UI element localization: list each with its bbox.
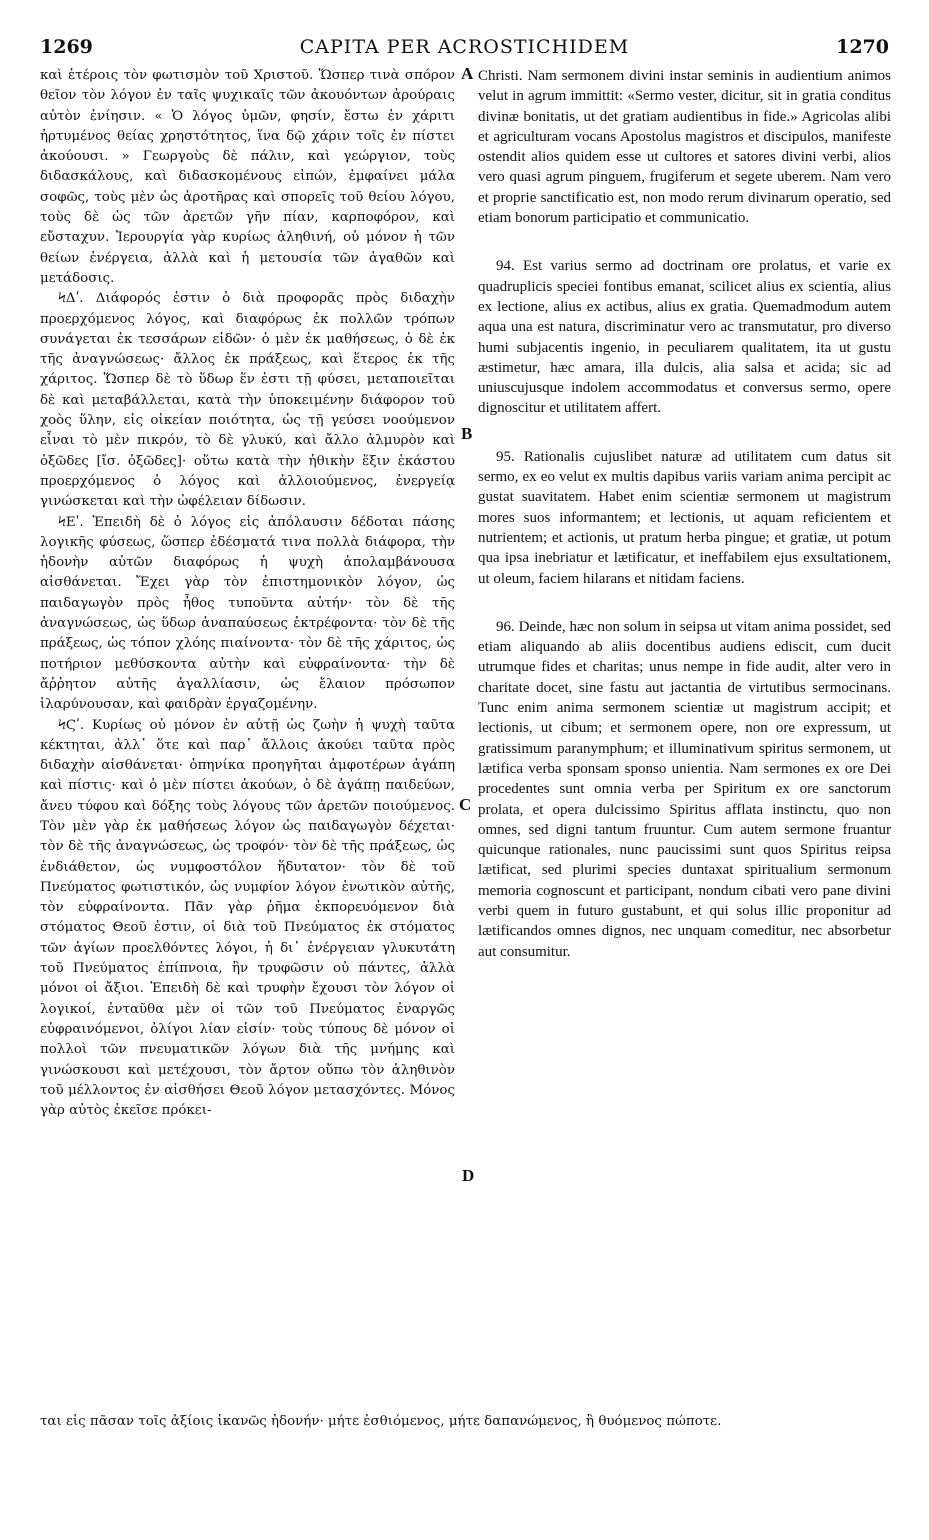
greek-paragraph-1: καὶ ἑτέροις τὸν φωτισμὸν τοῦ Χριστοῦ. Ὥσπερ τινὰ σπόρον θεῖον τὸν λόγον ἐν ταῖς ψυχικαῖς τῶν ἀκουόντων ἀρούραις αὐτὸν ἐνίησιν. « Ὁ λόγος ὑμῶν, φησίν, ἔστω ἐν χάριτι ἠρτυμένος θείας χρηστότητος, ἵνα δῷ χάριν τοῖς ἐν πίστει ἀκούουσι. » Γεωργοὺς δὲ πάλιν, καὶ γεώργιον, τοὺς διδασκάλους, καὶ διδασκομένους εἰπών, ἐμφαίνει μάλα σοφῶς, τοὺς μὲν ὡς ἀροτῆρας καὶ σπορεῖς τοῦ θείου λόγου, τοὺς δὲ ὡς τῶν ἀρετῶν γῆν πίαν, καρποφόρον, καὶ εὔσταχυν. Ἱερουργία γὰρ κυρίως ἀληθινή, οὐ μόνον ἡ τῶν θείων ἐνέργεια, ἀλλὰ καὶ ἡ μετουσία τῶν ἀγαθῶν καὶ μετάδοσις. (40, 68, 455, 286)
latin-paragraph-4: 96. Deinde, hæc non solum in seipsa ut vitam anima possidet, sed etiam aliquando ab aliis docentibus audiens ediscit, cum ducit utrumque fides et charitas; unus nempe in fide audit, alter vero in charitate docet, sine fastu aut jactantia de virtutibus sermocinans. Tunc enim anima sermonem scientiæ ut magistrum accipit; et lectionis, ut cibum; et sermonem opere, non ore expressum, ut gratissimum paranymphum; et illuminativum spiritus sermonem, ut lætifica verba sponsam sponso unientia. Nam sermones ex ore Dei procedentes sunt omnia verba per Spiritum ex ore sanctorum prolata, et opera dulcissimo Spiritus afflata instinctu, quo non omnes, sed digni tantum fruuntur. Cum autem sermone fruantur quicunque rationales, nunc paucissimi sunt quos Spiritus reipsa lætificat, sed plurimi species duntaxat spiritualium sermonum memoria cognoscunt et participant, nondum cibati vero pane divini verbi quem in futuro gustabunt, et qui solus illic proponitur ad lætificandos omnes dignos, nec unquam comeditur, nec absorbetur aut consumitur. (478, 618, 891, 960)
greek-paragraph-4: ϞϚʹ. Κυρίως οὐ μόνον ἐν αὐτῇ ὡς ζωὴν ἡ ψυχὴ ταῦτα κέκτηται, ἀλλ᾿ ὅτε καὶ παρ᾿ ἄλλοις ἀκούει ταῦτα πρὸς διδαχὴν αἰσθάνεται· ὁπηνίκα προηγῆται ἀμφοτέρων ἀγάπη καὶ πίστις· καὶ ὁ μὲν πίστει ἀκούων, ὁ δὲ ἀγάπῃ παιδεύων, ἄνευ τύφου καὶ δόξης τοὺς λόγους τῶν ἀρετῶν ποιούμενος. Τὸν μὲν γὰρ ἐκ μαθήσεως λόγον ὡς παιδαγωγὸν δέχεται· τὸν δὲ τῆς ἀναγνώσεως, ὡς τροφόν· τὸν δὲ τῆς πράξεως, ὡς ἐνδιάθετον, ὡς νυμφοστόλον ἥδυτατον· τὸν δὲ τοῦ Πνεύματος φωτιστικόν, ὡς νυμφίον λόγον ἑνωτικὸν αὐτῆς, τὸν εὐφραίνοντα. Πᾶν γὰρ ῥῆμα ἐκπορευόμενον διὰ στόματος Θεοῦ ἐστιν, οἱ διὰ τοῦ Πνεύματος ἐκ στόματος τῶν ἁγίων προελθόντες λόγοι, ἡ δι᾿ ἐνέργειαν γλυκυτάτη τοῦ Πνεύματος ἐπίπνοια, ἣν τρυφῶσιν οὐ πάντες, ἀλλὰ μόνοι οἱ ἄξιοι. Ἐπειδὴ δὲ καὶ τρυφὴν ἔχουσι τὸν λόγον οἱ λογικοί, ἐνταῦθα μὲν οἱ τῶν τοῦ Πνεύματος ἐναργῶς εὐφραινόμενοι, ὀλίγοι λίαν εἰσίν· τοὺς τύπους δὲ μόνον οἱ πολλοὶ τῶν πνευματικῶν λόγων διὰ τῆς μνήμης καὶ γινώσκουσι καὶ μετέχουσι, τὸν ἄρτον οὔπω τὸν ἀληθινὸν τοῦ μέλλοντος ἐν αἰσθήσει Θεοῦ λόγον μετασχόντες. Μόνος γὰρ αὐτὸς ἐκεῖσε πρόκει- (40, 717, 455, 1119)
greek-continuation-line: ται εἰς πᾶσαν τοῖς ἀξίοις ἱκανῶς ἡδονήν· μήτε ἐσθιόμενος, μήτε δαπανώμενος, ἢ θυόμενος πώποτε. (40, 1414, 722, 1429)
latin-paragraph-1: Christi. Nam sermonem divini instar seminis in audientium animos velut in agrum immittit: «Sermo vester, dicitur, sit in gratia conditus divinæ bonitatis, ut det gratiam audientibus in fide.» Agricolas alibi et agriculturam vocans Apostolus magistros et discipulos, manifeste ostendit alios quidem esse ut cultores et satores divini verbi, alios vero quasi agrum pinguem, frugiferum et segete uberem. Nam vero et proprie sanctificatio est, non modo rerum divinarum operatio, sed etiam bonorum participatio et communicatio. (478, 68, 891, 227)
latin-paragraph-3: 95. Rationalis cujuslibet naturæ ad utilitatem cum datus sit sermo, ex eo velut ex multis dapibus variis variam anima percipit ac gustat suavitatem. Habet enim scientiæ sermonem ut magistrum mores suos informantem; et lectionis, ut aquam reficientem et nutrientem; et actionis, ut pratum herba pingue; et gratiæ, ut potum qua ipsa inebriatur et lætificatur, et ineffabilem ejus exsultationem, ut oleum, faciem hilarans et nitidam faciens. (478, 448, 891, 587)
margin-marker-b: B (461, 424, 473, 443)
greek-paragraph-2: ϞΔʹ. Διάφορός ἐστιν ὁ διὰ προφορᾶς πρὸς διδαχὴν προερχόμενος λόγος, καὶ διαφόρως ἐκ πολλῶν τρόπων συνάγεται ἐκ τεσσάρων εἰδῶν· ὁ μὲν ἐκ μαθήσεως, ὁ δὲ ἐκ τῆς ἀναγνώσεως· ἄλλος ἐκ πράξεως, καὶ ἕτερος ἐκ τῆς χάριτος. Ὥσπερ δὲ τὸ ὕδωρ ἕν ἐστι τῇ φύσει, μεταποιεῖται δὲ καὶ μεταβάλλεται, κατὰ τὴν ὑποκειμένην διάφορον τοῦ χοὸς ὕλην, εἰς οἰκείαν ποιότητα, ὡς τῇ γεύσει νοούμενον εἶναι τὸ μὲν πικρόν, τὸ δὲ γλυκύ, καὶ ἄλλο ἁλμυρὸν καὶ ὀξῶδες [ἴσ. ὀξῶδες]· οὕτω κατὰ τὴν ἠθικὴν ἕξιν ἑκάστου προερχόμενος ὁ λόγος καὶ ἀλλοιούμενος, ἐνεργείᾳ γινώσκεται καὶ τὴν ὠφέλειαν δίδωσιν. (40, 291, 455, 510)
margin-marker-c: C (459, 795, 472, 814)
latin-column (478, 66, 891, 962)
margin-marker-a: A (461, 64, 474, 83)
page-header (0, 36, 929, 66)
running-title: CAPITA PER ACROSTICHIDEM (299, 36, 630, 58)
greek-column (40, 66, 455, 1121)
right-page-number: 1270 (836, 36, 889, 58)
left-page-number: 1269 (40, 36, 93, 58)
margin-marker-d: D (462, 1166, 475, 1185)
latin-paragraph-2: 94. Est varius sermo ad doctrinam ore prolatus, et varie ex quadruplicis speciei fontibus emanat, scilicet alius ex scientia, alius ex lectione, alius ex actibus, alius ex gratia. Quemadmodum autem aqua una est natura, discriminatur vero ac transmutatur, pro diverso humi subjacentis ingenio, in peculiarem qualitatem, ita ut gustu æstimetur, hæc amara, illa dulcis, alia salsa et acida; sic ad uniuscujusque indolem accommodatus et conversus sermo, opere dignoscitur et utilitatem affert. (478, 258, 891, 417)
greek-paragraph-3: ϞΕʹ. Ἐπειδὴ δὲ ὁ λόγος εἰς ἀπόλαυσιν δέδοται πάσης λογικῆς φύσεως, ὥσπερ ἐδέσματά τινα πολλὰ διάφορα, τὴν ἡδονὴν αὐτῶν διαφόρως ἡ ψυχὴ ἀπολαμβάνουσα αἰσθάνεται. Ἔχει γὰρ τὸν ἐπιστημονικὸν λόγον, ὡς παιδαγωγὸν πρὸς ἦθος τυποῦντα αὐτήν· τὸν δὲ τῆς ἀναγνώσεως, ὡς ὕδωρ ἀναπαύσεως ἐκτρέφοντα· τὸν δὲ τῆς πράξεως, ὡς τόπον χλόης πιαίνοντα· τὸν δὲ τῆς χάριτος, ὡς ποτήριον μεθύσκοντα αὐτὴν καὶ εὐφραίνοντα· τὴν δὲ ἄῤῥητον αὐτῆς ἀγαλλίασιν, ὡς ἔλαιον πρόσωπον ἱλαρύνουσαν, καὶ φαιδρὰν ἐργαζομένην. (40, 514, 455, 713)
